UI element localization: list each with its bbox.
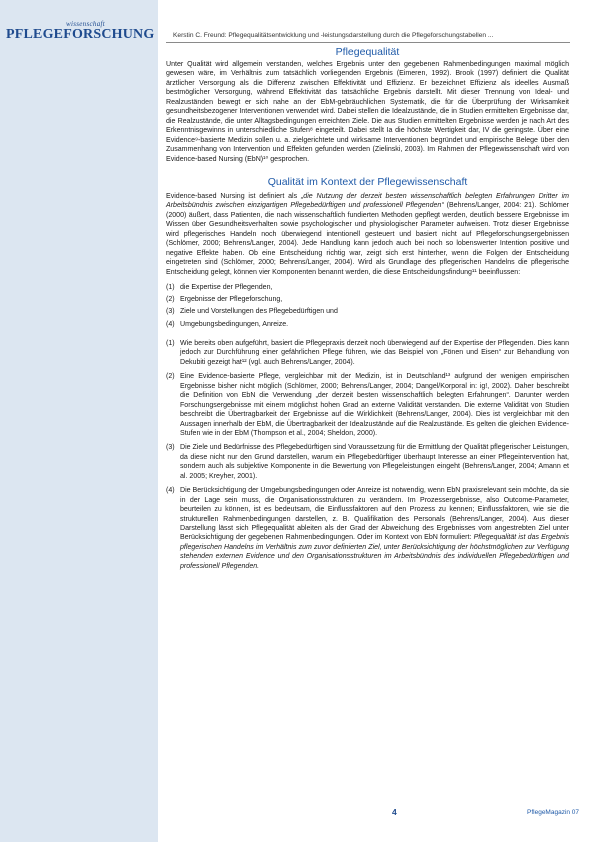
magazine-issue: PflegeMagazin 07: [527, 809, 580, 816]
section-heading-pflegequalitaet: Pflegequalität: [335, 46, 400, 58]
list-item-number: (1): [166, 339, 175, 347]
list-item-number: (3): [166, 308, 175, 316]
components-detail-list: [166, 339, 569, 571]
list-item-text: [180, 486, 569, 571]
intro-text-a: Evidence-based Nursing ist definiert als: [166, 192, 301, 200]
section-heading-kontext: Qualität im Kontext der Pflegewissenschaft: [267, 175, 468, 188]
list-item-text: [180, 443, 569, 481]
list-item-text: die Expertise der Pflegenden,: [180, 284, 273, 292]
list-item-number: (3): [166, 444, 175, 452]
list-item: [166, 486, 569, 571]
list-item-text: Ergebnisse der Pflegeforschung,: [180, 296, 283, 304]
intro-quote: „die Nutzung der derzeit besten wissenschaftlich belegten Erfahrungen Dritter im Arbeitsbündnis zwischen einzigartigen Pflegebedürftigen und professionell Pflegenden“: [166, 192, 570, 210]
list-item-body: Eine Evidence-basierte Pflege, vergleichbar mit der Medizin, ist in Deutschland¹³ aufgrund der wenigen empirischen Ergebnisse bisher nicht möglich (Schlömer, 2000; Behrens/Langer, 2004; Dangel/Korporal in: ig!, 2002). Daher beschreibt die Definition von EbN die Verwendung „der derzeit besten wissenschaftlich belegten Erfahrungen“. Darunter werden Forschungsergebnisse mit einem möglichst hohen Grad an externe Validität verstanden. Die externe Validität von Studien beschreibt die Übertragbarkeit der Ergebnisse auf die Wirklichkeit (Behrens/Langer, 2004). Dies ist vergleichbar mit den Aussagen innerhalb der EbM, die Übertragbarkeit der Idealzustände auf die Realzustände. Es gelten die gleichen Evidence-Stufen wie in der EbM (Thompson et al., 2004; Sheldon, 2000).: [180, 373, 569, 437]
list-item: [166, 372, 569, 438]
paragraph-pflegequalitaet: Unter Qualität wird allgemein verstanden, welches Ergebnis unter den gegebenen Rahmenbedingungen maximal möglich gewesen wäre, im Verhältnis zum tatsächlich vorliegenden Ergebnis (Eimeren, 1992). Brook (1997) definiert die Qualität ärztlicher Versorgung als die Differenz zwischen Effektivität und Effizienz. Er bezeichnet Effizienz als ideelles Ausmaß bestmöglicher Versorgung, während Effektivität das tatsächliche Ergebnis darstellt. Mit dieser Trennung von Ideal- und Realzuständen bewegt er sich nahe an der EbM-gebräuchlichen Systematik, die für die Überprüfung der Wirksamkeit gesundheitsbezogener Interventionen verwendet wird. Dabei stellen die Idealzustände, die in Studien ermittelten Ergebnisse dar, die Realzustände, die unter Alltagsbedingungen erreichten Ziele. Die aus Studien ermittelten Ergebnisse werden je nach Art des Erkenntnisgewinns in unterschiedliche Stufen⁸ eingeteilt. Dabei stellt Ia die höchste Wertigkeit dar, IV die geringste. Über eine Evidence⁹-basierte Medizin sollen u. a. zielgerichtete und wirksame Interventionen begründet und empirische Belege über den Zusammenhang von Intervention und Effekten gefunden werden (Zielinski, 2003). Im Rahmen der Pflegewissenschaft wird von Evidence-based Nursing (EbN)¹⁰ gesprochen.: [166, 61, 569, 163]
sidebar-band: [0, 0, 158, 842]
list-item-number: (2): [166, 296, 175, 304]
list-item-text: Umgebungsbedingungen, Anreize.: [180, 320, 289, 328]
list-item: [166, 339, 569, 367]
article-body: [166, 46, 569, 576]
list-item: [166, 306, 569, 318]
running-head: Kerstin C. Freund: Pflegequalitätsentwicklung und -leistungsdarstellung durch die Pflegeforschungstabellen ...: [173, 32, 494, 39]
journal-logo: [6, 20, 161, 52]
list-item-body: Die Ziele und Bedürfnisse des Pflegebedürftigen sind Voraussetzung für die Ermittlung der Qualität pflegerischer Leistungen, da diese nicht nur den Grund darstellen, warum ein Pflegebedürftiger überhaupt Interesse an einer Pflegeintervention hat, sondern auch als subjektive Komponente in die Bewertung von Pflegeleistungen eingeht (Behrens/Langer, 2004; Amann et al. 2005; Kreyher, 2001).: [180, 444, 569, 480]
list-item: [166, 282, 569, 294]
list-item: [166, 443, 569, 481]
paragraph-evidence-based-nursing: [166, 192, 569, 277]
header-divider: [166, 42, 570, 43]
list-item: [166, 294, 569, 306]
list-item-text: Ziele und Vorstellungen des Pflegebedürftigen und: [180, 308, 338, 316]
components-short-list: [166, 282, 569, 331]
list-item-text: [180, 372, 569, 438]
definition-emphasis: Pflegequalität ist das Ergebnis pflegerischen Handelns im Verhältnis zum zuvor definierten Ziel, unter Berücksichtigung der höchstmöglichen zur Verfügung stehenden externen Evidence und den Organisationsstrukturen im Arbeitsbündnis des individuellen Pflegebedürftigen und professionell Pflegenden.: [180, 534, 569, 570]
list-item-number: (4): [166, 487, 175, 495]
logo-subtitle: wissenschaft: [66, 20, 105, 28]
list-item-number: (2): [166, 373, 175, 381]
list-item-number: (4): [166, 320, 175, 328]
list-item-body: Die Berücksichtigung der Umgebungsbedingungen oder Anreize ist notwendig, wenn EbN praxisrelevant sein möchte, da sie in der Lage sein muss, die Organisationsstrukturen zu verändern. Im Prozessergebnisse, also Outcome-Parameter, beurteilen zu können, ist es bedeutsam, die Einflussfaktoren auf den Prozess zu kennen; Einflussfaktoren, wie sie die strukturellen Rahmenbedingungen darstellen, z. B. Qualifikation des Personals (Behrens/Langer, 2004). Aus dieser Darstellung lässt sich Pflegequalität ableiten als der Grad der Abweichung des Ergebnisses vom angestrebten Ziel unter Berücksichtigung der gegebenen Rahmenbedingungen. Oder im Kontext von EbN formuliert:: [180, 487, 569, 542]
list-item-number: (1): [166, 284, 175, 292]
intro-text-b: (Behrens/Langer, 2004: 21). Schlömer (2000) äußert, dass Patienten, die nach wissenschaftlich fundierten Methoden gepflegt werden, deutlich bessere Ergebnisse im Wissen über Gesundheitsverhalten sowie psychologischer und physiologischer Parameter aufweisen. Trotz dieser Ergebnisse wird pflegerisches Handeln noch überwiegend intentionell gesteuert und basiert nicht auf Pflegeforschungsergebnissen (Schlömer, 2000; Behrens/Langer, 2004). Jede Handlung kann jedoch auch bei noch so lobenswerter Intention positive und negative Effekte haben. Ob eine Entscheidung richtig war, zeigt sich erst hinterher, wenn die Folgen der Entscheidung eingetreten sind (Schlömer, 2000; Behrens/Langer, 2004). Wird als Grundlage des pflegerischen Handelns die pflegerische Entscheidung gelegt, können vier Komponenten benannt werden, die diese Entscheidungsfindung¹¹ beeinflussen:: [166, 202, 569, 276]
list-item-body: Wie bereits oben aufgeführt, basiert die Pflegepraxis derzeit noch überwiegend auf der Expertise der Pflegenden. Dies kann jedoch zur Durchführung einer gefährlichen Pflege führen, wie das Beispiel von „Fönen und Eisen“ zur Behandlung von Dekubiti gezeigt hat¹² (vgl. auch Behrens/Langer, 2004).: [180, 339, 569, 366]
list-item: [166, 319, 569, 331]
page-number: 4: [392, 807, 397, 817]
logo-title: PFLEGEFORSCHUNG: [6, 27, 155, 42]
list-item-text: [180, 339, 569, 367]
